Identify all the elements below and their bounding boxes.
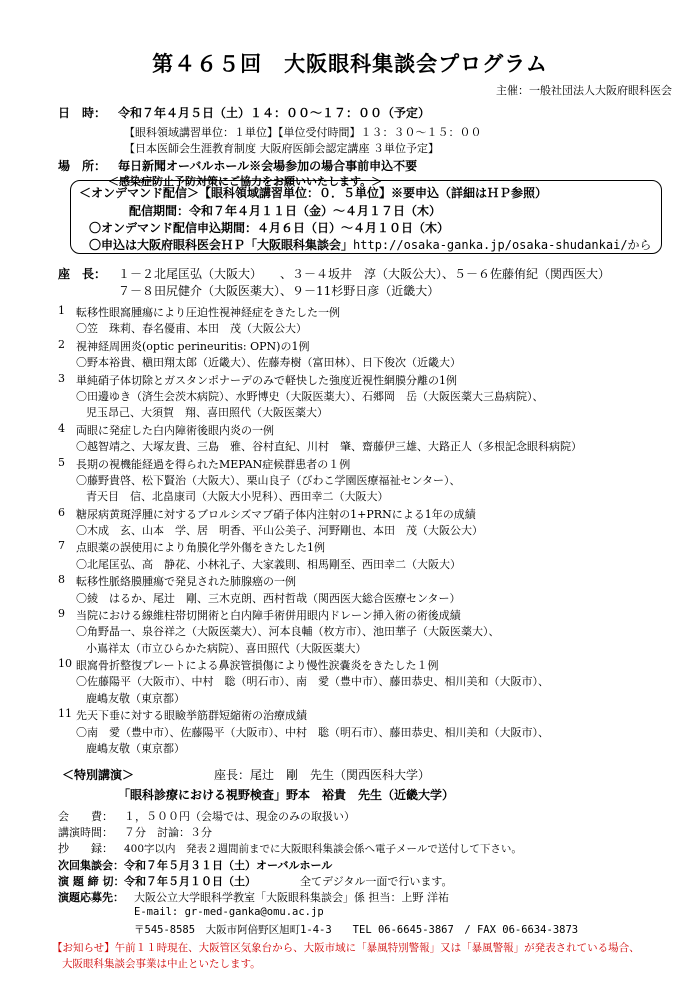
presentation-number: 10 — [58, 657, 72, 671]
ondemand-apply-site — [89, 236, 652, 253]
datetime-label: 日 時： — [58, 106, 107, 120]
presentation-authors: 児玉昂己、大須賀 翔、喜田照代（大阪医薬大） — [86, 406, 328, 420]
presentation-number: 6 — [58, 505, 65, 519]
chairs-row1: １－２北尾匡弘（大阪大） 、３－４坂井 淳（大阪公大）、５－６佐藤侑紀（関西医大） — [118, 267, 611, 281]
presentation-number: 7 — [58, 539, 65, 553]
presentation-title: 糖尿病黄斑浮腫に対するブロルシズマブ硝子体内注射の1+PRNによる1年の成績 — [76, 507, 476, 521]
ondemand-line1: ＜オンデマンド配信＞【眼科領域講習単位：０．５単位】※要申込（詳細はＨＰ参照） — [79, 186, 548, 200]
presentation-title: 両眼に発症した白内障術後眼内炎の一例 — [76, 423, 274, 437]
presentation-authors: 小嶌祥太（市立ひらかた病院）、喜田照代（大阪医薬大） — [86, 641, 367, 655]
credit-line: 【眼科領域講習単位：１単位】【単位受付時間】１３：３０～１５：００ — [124, 126, 482, 139]
page-title: 第４６５回 大阪眼科集談会プログラム — [152, 51, 548, 76]
time-value: ７分 討論：３分 — [124, 826, 212, 839]
datetime-value: 令和７年４月５日（土）１４：００～１７：００（予定） — [118, 106, 431, 120]
notice-line1: 【お知らせ】午前１１時現在、大阪管区気象台から、大阪市域に「暴風特別警報」又は「暴風警報」が発表されている場合、 — [52, 942, 640, 954]
email-link[interactable]: E-mail: gr-med-ganka@omu.ac.jp — [134, 906, 324, 918]
fee-value: １，５００円（会場では、現金のみの取扱い） — [124, 810, 355, 823]
presentation-title: 点眼薬の誤使用により角膜化学外傷をきたした1例 — [76, 541, 325, 555]
presentation-authors: 〇北尾匡弘、高 静花、小林礼子、大家義則、相馬剛至、西田幸二（大阪大） — [76, 557, 461, 571]
deadline-label: 演 題 締 切： — [58, 875, 125, 888]
presentation-authors: 〇木成 玄、山本 学、居 明香、平山公美子、河野剛也、本田 茂（大阪公大） — [76, 523, 483, 537]
special-lecture: 「眼科診療における視野検査」野本 裕貴 先生（近畿大学） — [118, 788, 455, 802]
presentation-title: 長期の視機能経過を得られたMEPAN症候群患者の１例 — [76, 457, 351, 471]
cme-line: 【日本医師会生涯教育制度 大阪府医師会認定講座 ３単位予定】 — [124, 142, 439, 155]
next-meeting-value: 令和７年５月３１日（土）オーバルホール — [124, 859, 333, 872]
venue-label: 場 所： — [58, 159, 107, 173]
organizer: 主催：一般社団法人大阪府眼科医会 — [496, 84, 672, 97]
presentation-number: 2 — [58, 337, 65, 351]
presentation-title: 眼窩骨折整復プレートによる鼻涙管損傷により慢性涙嚢炎をきたした１例 — [76, 659, 439, 673]
address-line: 〒545-8585 大阪市阿倍野区旭町1-4-3 TEL 06-6645-3867 / FAX 06-6634-3873 — [134, 924, 579, 936]
presentation-authors: 〇綾 はるか、尾辻 剛、三木克朗、西村哲哉（関西医大総合医療センター） — [76, 591, 461, 605]
chairs-row2: ７－８田尻健介（大阪医薬大）、９－11杉野日彦（近畿大） — [118, 284, 440, 298]
presentation-title: 転移性脈絡膜腫瘍で発見された肺腺癌の一例 — [76, 575, 296, 589]
special-chair: 座長：尾辻 剛 先生（関西医科大学） — [214, 768, 431, 782]
apply-value: 大阪公立大学眼科学教室「大阪眼科集談会」係 担当：上野 洋祐 — [134, 891, 449, 904]
presentation-title: 視神経周囲炎(optic perineuritis: OPN)の1例 — [76, 339, 310, 353]
presentation-authors: 〇野本裕貴、槇田翔太郎（近畿大）、佐藤寿樹（富田林）、日下俊次（近畿大） — [76, 356, 461, 370]
special-label: ＜特別講演＞ — [62, 768, 135, 782]
fee-label: 会 費： — [58, 810, 113, 823]
presentation-title: 転移性眼窩腫瘍により圧迫性視神経症をきたした一例 — [76, 306, 340, 319]
abstract-value: 400字以内 発表２週間前までに大阪眼科集談会係へ電子メールで送付して下さい。 — [124, 843, 522, 855]
presentation-number: 3 — [58, 371, 65, 385]
ondemand-apply-prefix: 〇申込は大阪府眼科医会ＨＰ「大阪眼科集談会」 — [89, 238, 354, 252]
presentation-number: 5 — [58, 455, 65, 469]
presentation-title: 単純硝子体切除とガスタンポナーデのみで軽快した強度近視性網膜分離の1例 — [76, 373, 457, 387]
ondemand-url-link[interactable]: http://osaka-ganka.jp/osaka-shudankai/から — [353, 238, 652, 252]
ondemand-apply-period: 〇オンデマンド配信申込期間：４月６日（日）～４月１０日（木） — [89, 221, 450, 235]
deadline-note: 全てデジタル一面で行います。 — [300, 875, 453, 888]
presentation-number: 4 — [58, 421, 65, 435]
venue-value: 毎日新聞オーバルホール※会場参加の場合事前申込不要 — [118, 159, 418, 173]
abstract-label: 抄 録： — [58, 842, 113, 855]
presentation-authors: 〇越智靖之、大塚友貴、三島 雅、谷村直紀、川村 肇、齋藤伊三雄、大路正人（多根記念眼科病院） — [76, 440, 582, 453]
presentation-authors: 〇藤野貴啓、松下賢治（大阪大）、栗山良子（びわこ学園医療福祉センター）、 — [76, 473, 461, 487]
ondemand-period: 配信期間：令和７年４月１１日（金）～４月１７日（木） — [129, 204, 442, 218]
presentation-authors: 鹿嶋友敬（東京都） — [86, 691, 185, 705]
presentation-number: 11 — [58, 707, 72, 721]
chairs-label: 座 長： — [58, 267, 107, 281]
presentation-authors: 〇笠 珠莉、春名優甫、本田 茂（大阪公大） — [76, 322, 307, 336]
presentation-authors: 〇角野晶一、泉谷祥之（大阪医薬大）、河本良輔（枚方市）、池田華子（大阪医薬大）、 — [76, 625, 500, 639]
next-meeting-label: 次回集談会： — [58, 859, 124, 872]
presentation-title: 先天下垂に対する眼瞼挙筋群短縮術の治療成績 — [76, 709, 307, 723]
presentation-authors: 青天目 信、北畠康司（大阪大小児科）、西田幸二（大阪大） — [86, 490, 389, 504]
ondemand-box — [70, 180, 662, 254]
presentation-number: 8 — [58, 573, 65, 587]
presentation-authors: 〇佐藤陽平（大阪市）、中村 聡（明石市）、南 愛（豊中市）、藤田恭史、相川美和（大阪市）、 — [76, 675, 549, 689]
deadline-value: 令和７年５月１０日（土） — [124, 875, 256, 888]
notice-line2: 大阪眼科集談会事業は中止といたします。 — [62, 958, 261, 970]
time-label: 講演時間： — [58, 826, 113, 839]
apply-label: 演題応募先： — [58, 891, 124, 904]
presentation-authors: 〇南 愛（豊中市）、佐藤陽平（大阪市）、中村 聡（明石市）、藤田恭史、相川美和（大阪市）、 — [76, 725, 549, 739]
venue-note: ＜感染症防止予防対策にご協力をお願いいたします。＞ — [108, 175, 383, 188]
presentation-authors: 〇田邊ゆき（済生会茨木病院）、水野博史（大阪医薬大）、石郷岡 岳（大阪医薬大三島病院）、 — [76, 389, 544, 403]
presentation-number: 1 — [58, 304, 65, 317]
presentation-number: 9 — [58, 607, 65, 620]
presentation-authors: 鹿嶋友敬（東京都） — [86, 741, 185, 755]
presentation-title: 当院における線維柱帯切開術と白内障手術併用眼内ドレーン挿入術の術後成績 — [76, 609, 461, 622]
